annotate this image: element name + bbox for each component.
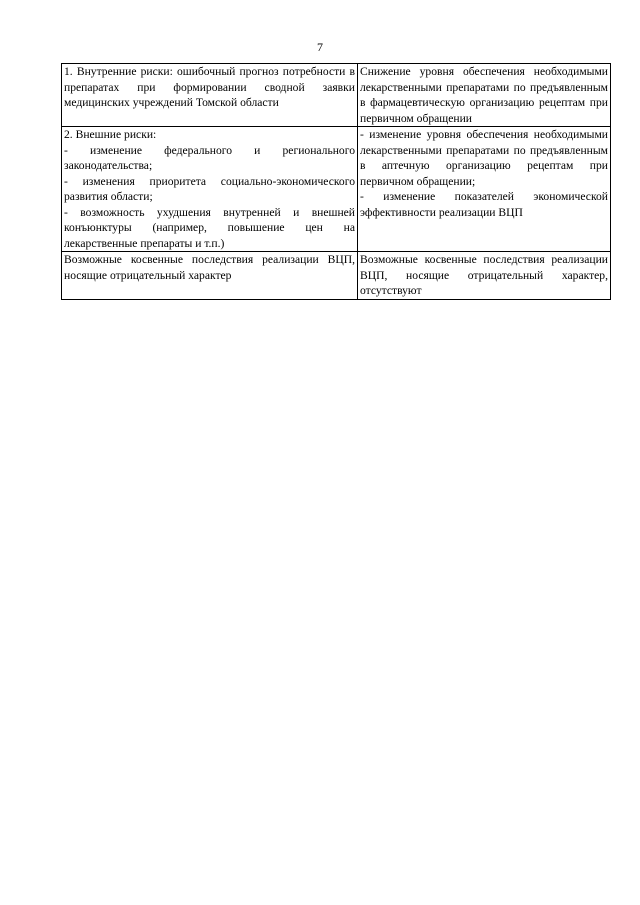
- risk-cell: [62, 64, 358, 127]
- risk-table: [61, 63, 611, 300]
- risk-text: Возможные косвенные последствия реализации ВЦП, носящие отрицательный характер: [64, 253, 355, 282]
- table-row: [62, 127, 611, 252]
- risk-item: - изменения приоритета социально-экономического развития области;: [64, 174, 355, 203]
- effect-item: - изменение уровня обеспечения необходимыми лекарственными препаратами по предъявленным в аптечную организацию рецептам при первичном обращении;: [360, 128, 608, 188]
- effect-text: Возможные косвенные последствия реализации ВЦП, носящие отрицательный характер, отсутствуют: [360, 253, 608, 297]
- table-row: [62, 252, 611, 300]
- risk-cell: [62, 127, 358, 252]
- effect-item: - изменение показателей экономической эффективности реализации ВЦП: [360, 190, 608, 219]
- effect-cell: [358, 64, 611, 127]
- risk-heading: 2. Внешние риски:: [64, 128, 157, 141]
- table-row: [62, 64, 611, 127]
- risk-item: - изменение федерального и регионального законодательства;: [64, 143, 355, 172]
- effect-cell: [358, 127, 611, 252]
- effect-text: Снижение уровня обеспечения необходимыми лекарственными препаратами по предъявленным в фармацевтическую организацию рецептам при первичном обращении: [360, 65, 608, 125]
- effect-cell: [358, 252, 611, 300]
- risk-text: 1. Внутренние риски: ошибочный прогноз потребности в препаратах при формировании сводной заявки медицинских учреждений Томской области: [64, 65, 355, 109]
- risk-item: - возможность ухудшения внутренней и внешней конъюнктуры (например, повышение цен на лекарственные препараты и т.п.): [64, 205, 355, 250]
- page-number: 7: [317, 40, 323, 54]
- risk-cell: [62, 252, 358, 300]
